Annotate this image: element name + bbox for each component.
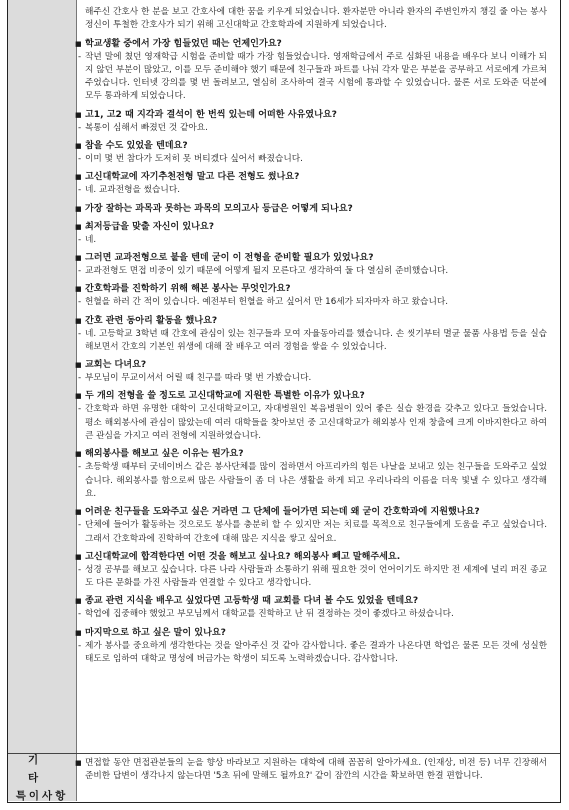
question: [75, 108, 547, 122]
answer-text: 작년 말에 쳤던 영재학급 시험을 준비할 때가 가장 힘들었습니다. 영재학급에서 주로 심화된 내용을 배우다 보니 이해가 되지 않던 부분이 많았고, 이를 모두 준비해야 했기 때문에 친구들과 파트를 나눠 각자 맡은 부분을 공부하고 서로에게 가르쳐주었습니다. 인터넷 강의를 몇 번 돌려보고, 열심히 조사하여 결국 시험에 통과할 수 있었습니다. 물론 서로 도와준 덕분에 모두 통과하게 되었습니다.: [85, 51, 547, 102]
answer-dash: -: [78, 520, 82, 531]
answer-dash: -: [78, 640, 82, 651]
question-text: 최저등급을 맞출 자신이 있나요?: [85, 221, 214, 232]
answer-text: 단체에 들어가 활동하는 것으로도 봉사를 충분히 할 수 있지만 저는 치료를 목적으로 친구들에게 도움을 주고 싶었습니다. 그래서 간호학과에 진학하여 간호에 대해 많은 지식을 쌓고 싶어요.: [85, 520, 547, 544]
answer-dash: -: [78, 462, 82, 473]
question: [75, 550, 547, 564]
question: [75, 626, 547, 640]
question-text: 참을 수도 있었을 텐데요?: [85, 141, 188, 152]
question-text: 간호학과를 진학하기 위해 해본 봉사는 무엇인가요?: [85, 284, 291, 295]
bullet-icon: ■: [75, 392, 82, 401]
answer-text: 헌혈을 하러 간 적이 있습니다. 예전부터 헌혈을 하고 싶어서 만 16세가 되자마자 하고 왔습니다.: [85, 297, 448, 308]
question-text: 그러면 교과전형으로 붙을 텐데 굳이 이 전형을 준비할 필요가 있었나요?: [85, 252, 374, 263]
answer-dash: -: [78, 234, 82, 245]
question-text: 종교 관련 지식을 배우고 싶었다면 고등학생 때 교회를 다녀 볼 수도 있었을 텐데요?: [85, 596, 419, 607]
question: [75, 447, 547, 461]
answer-dash: -: [78, 297, 82, 308]
answer-text: 교과전형도 면접 비중이 있기 때문에 어떻게 될지 모른다고 생각하여 둘 다 열심히 준비했습니다.: [85, 265, 449, 276]
question: [75, 139, 547, 153]
answer: [75, 372, 547, 385]
question-text: 고1, 고2 때 지각과 결석이 한 번씩 있는데 어떠한 사유였나요?: [85, 109, 337, 120]
question: [75, 594, 547, 608]
answer: [75, 640, 547, 667]
answer-text: 네. 교과전형을 썼습니다.: [85, 185, 180, 196]
answer-dash: -: [78, 154, 82, 165]
question: [75, 314, 547, 328]
other-notes-label-cell: [8, 754, 77, 801]
bullet-icon: ■: [75, 253, 82, 262]
answer-dash: -: [78, 609, 82, 620]
question-text: 가장 잘하는 과목과 못하는 과목의 모의고사 등급은 어떻게 되나요?: [85, 203, 353, 214]
answer: [75, 461, 547, 501]
bullet-icon: ■: [75, 316, 82, 325]
answer: [75, 296, 547, 309]
answer: [75, 265, 547, 278]
bullet-icon: ■: [75, 508, 82, 517]
answer-text: 부모님이 무교이셔서 어릴 때 친구를 따라 몇 번 가봤습니다.: [85, 373, 312, 384]
answer-dash: -: [78, 185, 82, 196]
bullet-icon: ■: [75, 628, 82, 637]
answer-text: 복통이 심해서 빠졌던 것 같아요.: [85, 122, 208, 133]
question: [75, 358, 547, 372]
answer: [75, 608, 547, 621]
answer-text: 네.: [85, 234, 97, 245]
question: [75, 170, 547, 184]
answer-text: 제가 봉사를 중요하게 생각한다는 것을 알아주신 것 같아 감사합니다. 좋은 결과가 나온다면 학업은 물론 모든 것에 성실한 태도로 임하여 대학교 명성에 버금가는 학생이 되도록 노력하겠습니다. 감사합니다.: [85, 640, 547, 665]
answer-dash: -: [78, 51, 82, 62]
bullet-icon: ■: [75, 173, 82, 182]
answer: [75, 403, 547, 443]
answer-text: 간호학과 하면 유명한 대학이 고신대학교이고, 자대병원인 복음병원이 있어 좋은 실습 환경을 갖추고 있다고 들었습니다. 평소 해외봉사에 관심이 많았는데 여러 대학들을 찾아보던 중 고신대학교가 해외봉사 인재 창출에 크게 이바지한다고 하여 큰 관심을 가지고 여러 전형에 지원하였습니다.: [85, 404, 547, 442]
other-notes: [75, 757, 547, 784]
intro-paragraph: 해주신 간호사 한 분을 보고 간호사에 대한 꿈을 키우게 되었습니다. 환자분만 아니라 환자의 주변인까지 챙길 줄 아는 봉사정신이 투철한 간호사가 되기 위해 고신대학교 간호학과에 지원하게 되었습니다.: [85, 7, 547, 31]
answer-dash: -: [78, 564, 82, 575]
bullet-icon: ■: [75, 222, 82, 231]
other-notes-text: 면접할 동안 면접관분들의 눈을 향상 바라보고 지원하는 대학에 대해 꼼꼼히 알아가세요. (인재상, 비전 등) 너무 긴장해서 준비한 답변이 생각나지 않는다면 '5초 뒤에 말해도 될까요?' 같이 잠깐의 시간을 확보하면 한결 편합니다.: [85, 758, 547, 782]
answer: [75, 519, 547, 546]
question-text: 간호 관련 동아리 활동을 했나요?: [85, 315, 218, 326]
answer-dash: -: [78, 373, 82, 384]
bullet-icon: ■: [75, 142, 82, 151]
question-text: 교회는 다녀요?: [85, 360, 147, 371]
question: [75, 389, 547, 403]
question-text: 마지막으로 하고 싶은 말이 있나요?: [85, 627, 226, 638]
answer-dash: -: [78, 328, 82, 339]
bullet-icon: ■: [75, 759, 82, 767]
other-label-line1: 기 타: [28, 753, 61, 784]
answer-text: 초등학생 때부터 굿네이버스 같은 봉사단체를 많이 접하면서 아프리카의 힘든 나날을 보내고 있는 친구들을 도와주고 싶었습니다. 해외봉사를 함으로써 많은 사람들이 좀 더 나은 생활을 하게 되고 우리나라의 이름을 더욱 빛낼 수 있다고 생각해요.: [85, 462, 547, 499]
answer: [75, 153, 547, 166]
question-text: 어려운 친구들을 도와주고 싶은 거라면 그 단체에 들어가면 되는데 왜 굳이 간호학과에 지원했나요?: [85, 507, 480, 518]
other-label-line2: 특이사항: [15, 789, 69, 802]
question: [75, 202, 547, 216]
question: [75, 220, 547, 234]
answer-text: 이미 몇 번 참다가 도저히 못 버티겠다 싶어서 빠졌습니다.: [85, 154, 303, 165]
question-text: 학교생활 중에서 가장 힘들었던 때는 언제인가요?: [85, 38, 282, 49]
answer: [75, 564, 547, 591]
question-text: 고신대학교에 합격한다면 어떤 것을 해보고 싶나요? 해외봉사 빼고 말해주세요.: [85, 551, 401, 562]
question: [75, 282, 547, 296]
question-text: 해외봉사를 해보고 싶은 이유는 뭔가요?: [85, 449, 244, 460]
answer: [75, 51, 547, 104]
answer: [75, 328, 547, 355]
answer-dash: -: [78, 404, 82, 415]
answer-text: 성경 공부를 해보고 싶습니다. 다른 나라 사람들과 소통하기 위해 필요한 것이 언어이기도 하지만 전 세계에 널리 퍼진 종교도 다른 문화를 가진 사람들과 연결할 수 있다고 생각합니다.: [85, 564, 547, 589]
answer-text: 네. 고등학교 3학년 때 간호에 관심이 있는 친구들과 모여 자율동아리를 했습니다. 손 씻기부터 멸균 물품 사용법 등을 실습해보면서 간호의 기본인 위생에 대해 잘 배우고 여러 경험을 쌓을 수 있었습니다.: [85, 328, 547, 352]
row-divider: [8, 753, 560, 754]
bullet-icon: ■: [75, 450, 82, 459]
answer: [75, 184, 547, 197]
bullet-icon: ■: [75, 204, 82, 213]
question-text: 고신대학교에 자기추천전형 말고 다른 전형도 썼나요?: [85, 172, 300, 183]
answer-text: 학업에 집중해야 했었고 부모님께서 대학교를 진학하고 난 뒤 결정하는 것이 좋겠다고 하셨습니다.: [85, 609, 454, 620]
question: [75, 505, 547, 519]
row-label-cell: [8, 0, 77, 753]
bullet-icon: ■: [75, 285, 82, 294]
question-text: 두 개의 전형을 쓸 정도로 고신대학교에 지원한 특별한 이유가 있나요?: [85, 391, 365, 402]
interview-content: [75, 6, 547, 666]
answer-dash: -: [78, 265, 82, 276]
bullet-icon: ■: [75, 361, 82, 370]
question: [75, 37, 547, 51]
bullet-icon: ■: [75, 110, 82, 119]
qa-list: [75, 37, 547, 667]
bullet-icon: ■: [75, 39, 82, 48]
bullet-icon: ■: [75, 552, 82, 561]
answer: [75, 234, 547, 247]
bullet-icon: ■: [75, 597, 82, 606]
answer-dash: -: [78, 122, 82, 133]
answer: [75, 122, 547, 135]
question: [75, 251, 547, 265]
